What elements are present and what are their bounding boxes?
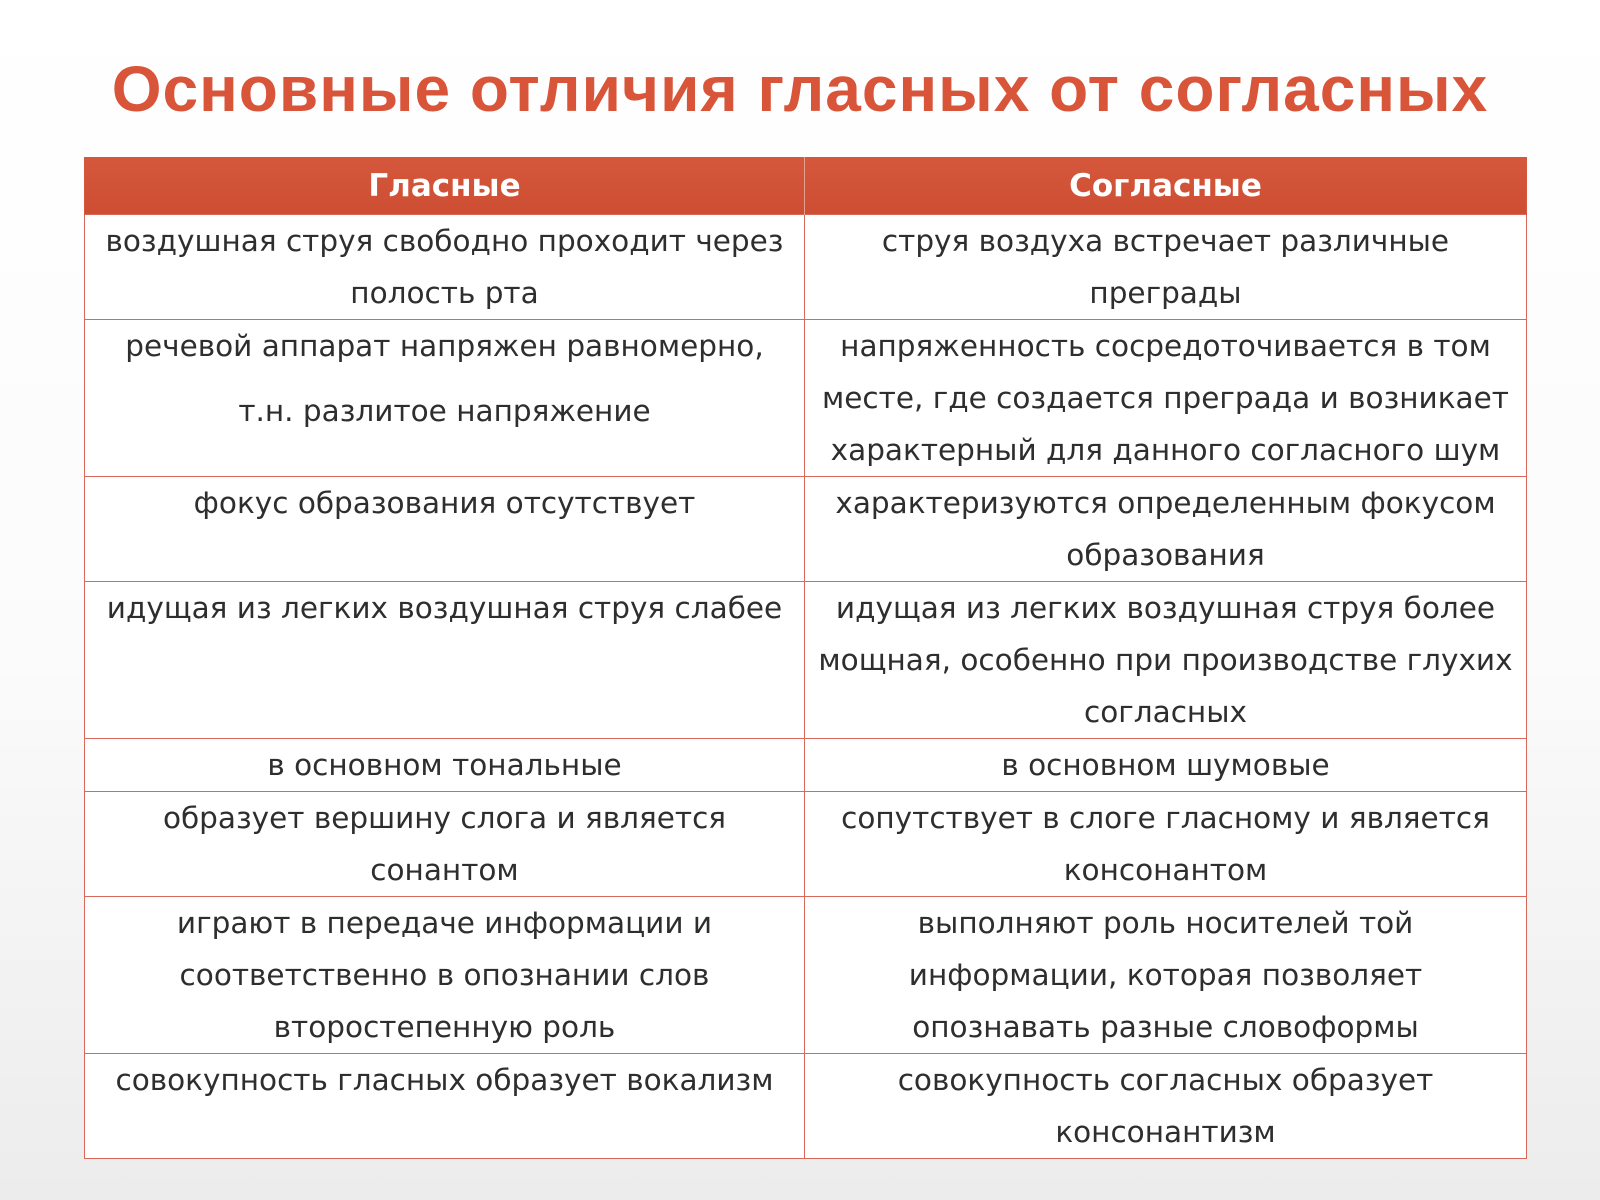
- cell-vowels: фокус образования отсутствует: [85, 477, 805, 582]
- cell-vowels: совокупность гласных образует вокализм: [85, 1054, 805, 1159]
- header-consonants: Согласные: [805, 157, 1527, 215]
- cell-consonants: напряженность сосредоточивается в том месте, где создается преграда и возникает характерный для данного согласного шум: [805, 320, 1527, 477]
- cell-consonants: в основном шумовые: [805, 739, 1527, 792]
- table-header: [85, 157, 1527, 215]
- cell-vowels: воздушная струя свободно проходит через полость рта: [85, 215, 805, 320]
- table-row: [85, 582, 1527, 739]
- table-row: [85, 792, 1527, 897]
- header-row: [85, 157, 1527, 215]
- table-row: [85, 477, 1527, 582]
- cell-vowels: играют в передаче информации и соответственно в опознании слов второстепенную роль: [85, 897, 805, 1054]
- cell-consonants: струя воздуха встречает различные преграды: [805, 215, 1527, 320]
- cell-vowels-line-2: т.н. разлитое напряжение: [238, 394, 651, 428]
- header-vowels: Гласные: [85, 157, 805, 215]
- page-title: Основные отличия гласных от согласных: [111, 53, 1489, 125]
- table-row: [85, 215, 1527, 320]
- cell-consonants: выполняют роль носителей той информации, которая позволяет опознавать разные словоформы: [805, 897, 1527, 1054]
- table-row: [85, 897, 1527, 1054]
- table-row: [85, 320, 1527, 477]
- cell-vowels: образует вершину слога и является сонантом: [85, 792, 805, 897]
- table-row: [85, 1054, 1527, 1159]
- comparison-table: [84, 157, 1527, 1159]
- cell-consonants: идущая из легких воздушная струя более мощная, особенно при производстве глухих согласных: [805, 582, 1527, 739]
- cell-vowels-line-1: речевой аппарат напряжен равномерно,: [125, 329, 764, 363]
- cell-vowels: в основном тональные: [85, 739, 805, 792]
- cell-consonants: характеризуются определенным фокусом образования: [805, 477, 1527, 582]
- cell-consonants: совокупность согласных образует консонантизм: [805, 1054, 1527, 1159]
- cell-vowels: [85, 320, 805, 477]
- cell-vowels: идущая из легких воздушная струя слабее: [85, 582, 805, 739]
- table-body: [85, 215, 1527, 1159]
- table-row: [85, 739, 1527, 792]
- comparison-table-container: [84, 157, 1526, 1159]
- cell-consonants: сопутствует в слоге гласному и является консонантом: [805, 792, 1527, 897]
